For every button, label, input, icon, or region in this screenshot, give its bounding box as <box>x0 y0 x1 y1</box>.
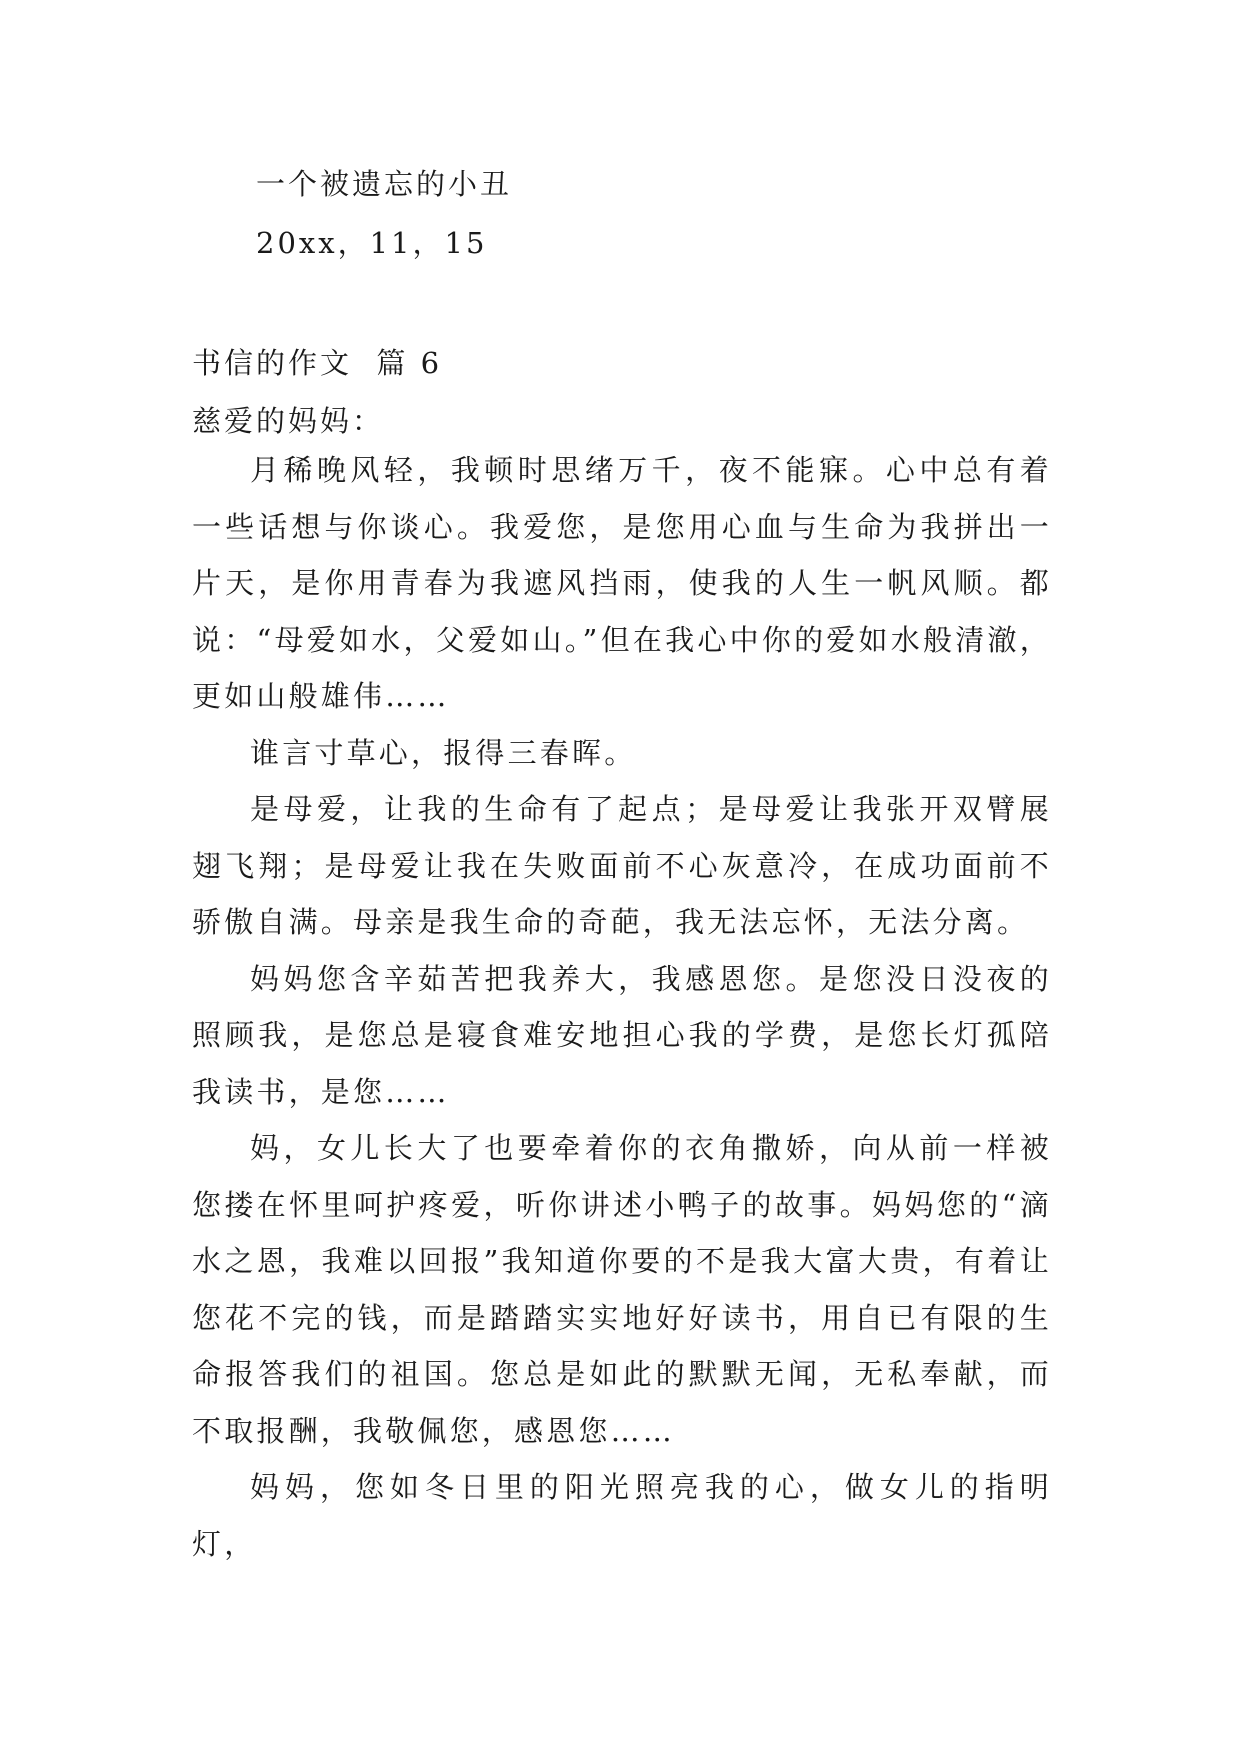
paragraph: 谁言寸草心，报得三春晖。 <box>250 735 637 770</box>
paragraph: 妈妈，您如冬日里的阳光照亮我的心，做女儿的指明灯， <box>192 1470 1052 1561</box>
paragraph: 妈妈您含辛茹苦把我养大，我感恩您。是您没日没夜的照顾我，是您总是寝食难安地担心我的学费，是您长灯孤陪我读书，是您…… <box>192 961 1052 1109</box>
paragraph: 月稀晚风轻，我顿时思绪万千，夜不能寐。心中总有着一些话想与你谈心。我爱您，是您用心血与生命为我拼出一片天，是你用青春为我遮风挡雨，使我的人生一帆风顺。都说：“母爱如水，父爱如山。”但在我心中你的爱如水般清澈，更如山般雄伟…… <box>192 453 1052 713</box>
section-heading: 书信的作文 篇 6 <box>192 346 443 380</box>
signature: 一个被遗忘的小丑 <box>256 167 513 201</box>
paragraph: 妈，女儿长大了也要牵着你的衣角撒娇，向从前一样被您搂在怀里呵护疼爱，听你讲述小鸭子的故事。妈妈您的“滴水之恩，我难以回报”我知道你要的不是我大富大贵，有着让您花不完的钱，而是踏踏实实地好好读书，用自已有限的生命报答我们的祖国。您总是如此的默默无闻，无私奉献，而不取报酬，我敬佩您，感恩您…… <box>192 1131 1052 1448</box>
paragraph: 是母爱，让我的生命有了起点；是母爱让我张开双臂展翅飞翔；是母爱让我在失败面前不心灰意冷，在成功面前不骄傲自满。母亲是我生命的奇葩，我无法忘怀，无法分离。 <box>192 792 1052 939</box>
salutation: 慈爱的妈妈： <box>192 404 385 438</box>
letter-body <box>192 442 1052 1572</box>
letter-date: 20xx，11，15 <box>256 226 488 260</box>
